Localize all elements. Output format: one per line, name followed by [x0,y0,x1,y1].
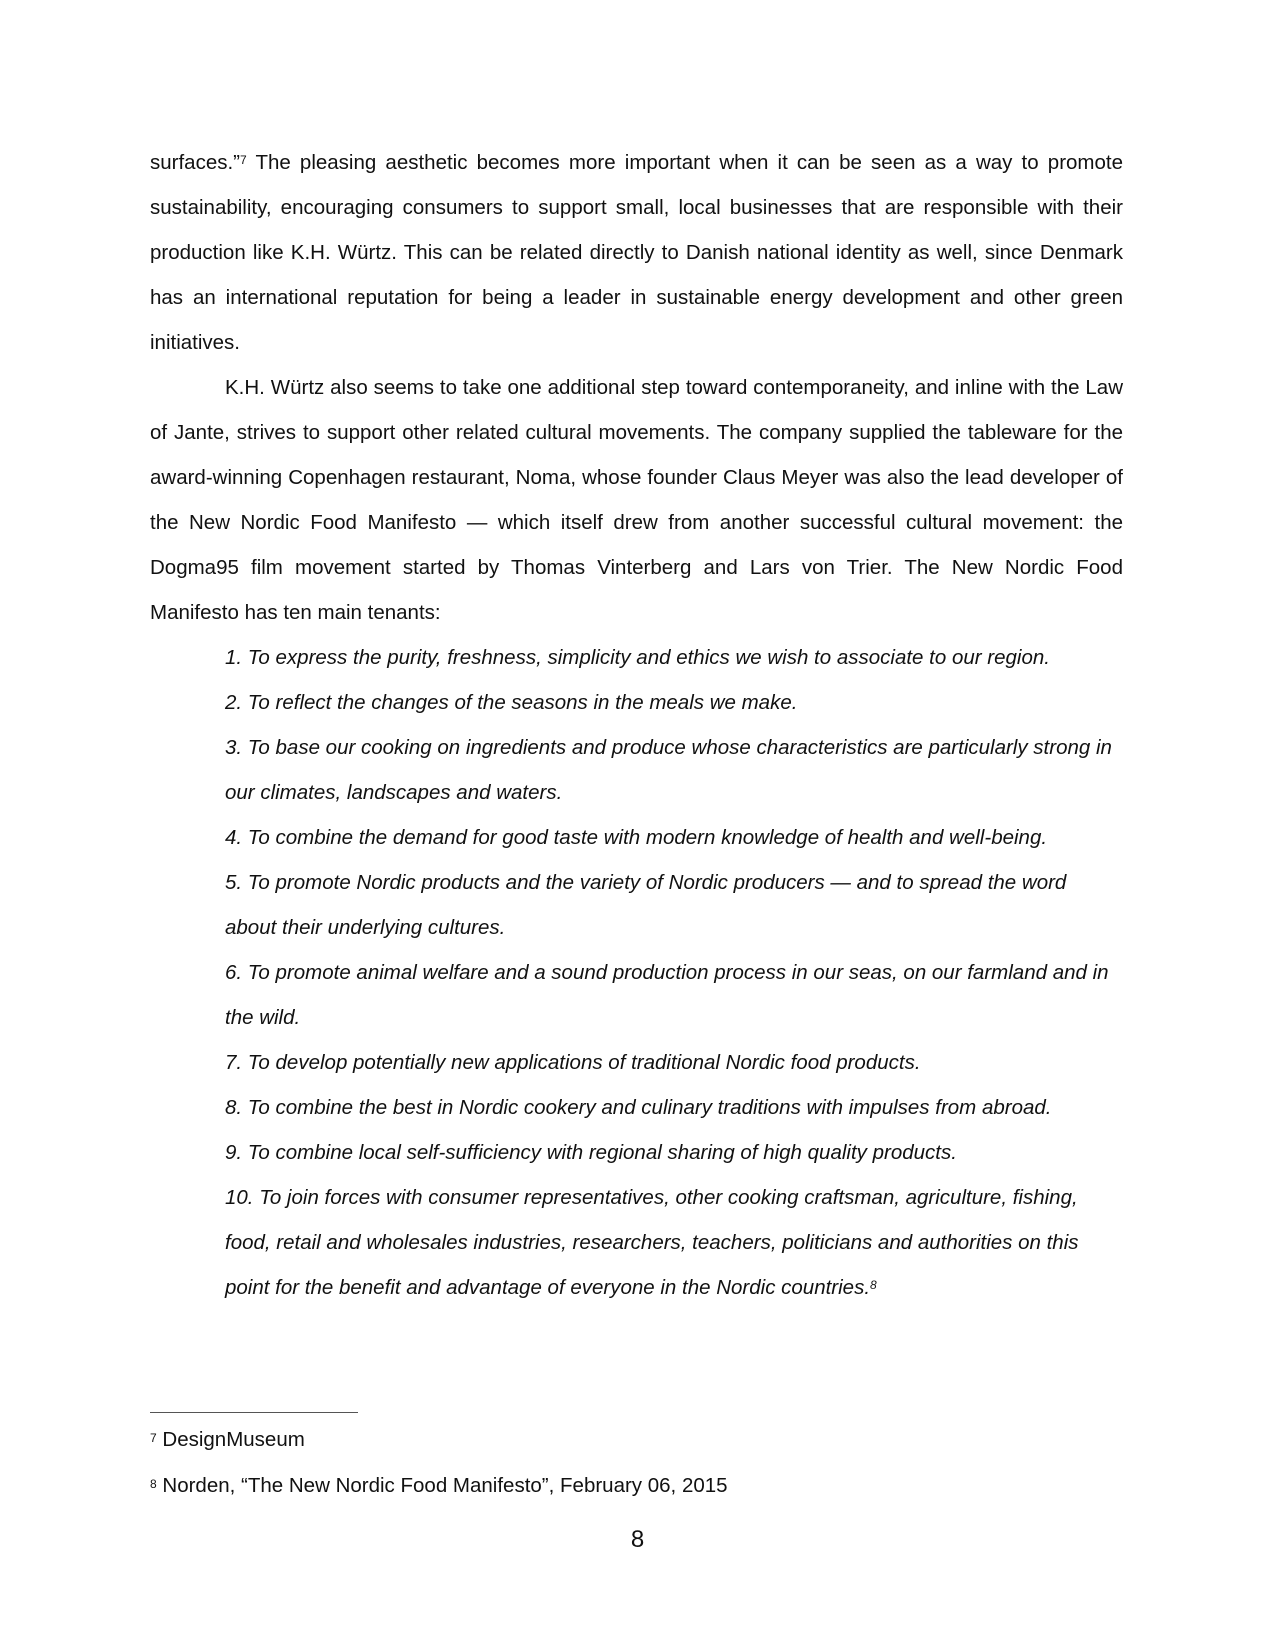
manifesto-tenets-list [150,635,1123,1310]
page-body [150,140,1123,1310]
paragraph-1 [150,140,1123,365]
tenet-item: 5. To promote Nordic products and the variety of Nordic producers — and to spread the word about their underlying cultures. [225,871,1067,939]
tenet-item: 6. To promote animal welfare and a sound production process in our seas, on our farmland and in the wild. [225,961,1109,1029]
tenet-item: 9. To combine local self-sufficiency with regional sharing of high quality products. [225,1141,957,1164]
tenet-item: 7. To develop potentially new applications of traditional Nordic food products. [225,1051,921,1074]
paragraph-2 [150,365,1123,635]
tenet-item: 1. To express the purity, freshness, simplicity and ethics we wish to associate to our region. [225,646,1050,669]
tenet-item: 2. To reflect the changes of the seasons in the meals we make. [225,691,798,714]
tenet-item-10 [225,1175,1123,1310]
footnote-8 [150,1473,728,1499]
footnote-8-number: 8 [150,1477,157,1491]
footnote-ref-8[interactable]: 8 [870,1278,877,1292]
footnote-ref-7[interactable]: 7 [240,153,247,167]
footnote-separator [150,1412,358,1413]
footnotes [150,1427,728,1519]
tenet-item: 8. To combine the best in Nordic cookery and culinary traditions with impulses from abroad. [225,1096,1052,1119]
footnote-7-number: 7 [150,1431,157,1445]
page-number: 8 [630,1526,645,1553]
tenet-item: 4. To combine the demand for good taste with modern knowledge of health and well-being. [225,826,1048,849]
paragraph-1-text: The pleasing aesthetic becomes more important when it can be seen as a way to promote sustainability, encouraging consumers to support small, local businesses that are responsible with their production like K.H. Würtz. This can be related directly to Danish national identity as well, since Denmark has an international reputation for being a leader in sustainable energy development and other green initiatives. [150,151,1123,354]
footnote-7 [150,1427,728,1453]
paragraph-2-text: K.H. Würtz also seems to take one additional step toward contemporaneity, and inline with the Law of Jante, strives to support other related cultural movements. The company supplied the tableware for the award-winning Copenhagen restaurant, Noma, whose founder Claus Meyer was also the lead developer of the New Nordic Food Manifesto — which itself drew from another successful cultural movement: the Dogma95 film movement started by Thomas Vinterberg and Lars von Trier. The New Nordic Food Manifesto has ten main tenants: [150,376,1123,624]
footnote-7-text: DesignMuseum [162,1428,305,1451]
paragraph-1-lead: surfaces.” [150,151,240,174]
tenet-item: 3. To base our cooking on ingredients and produce whose characteristics are particularly strong in our climates, landscapes and waters. [225,736,1112,804]
footnote-8-text: Norden, “The New Nordic Food Manifesto”, February 06, 2015 [162,1474,728,1497]
tenet-10-text: 10. To join forces with consumer representatives, other cooking craftsman, agriculture, fishing, food, retail and wholesales industries, researchers, teachers, politicians and authorities on this point for the benefit and advantage of everyone in the Nordic countries. [225,1186,1079,1299]
